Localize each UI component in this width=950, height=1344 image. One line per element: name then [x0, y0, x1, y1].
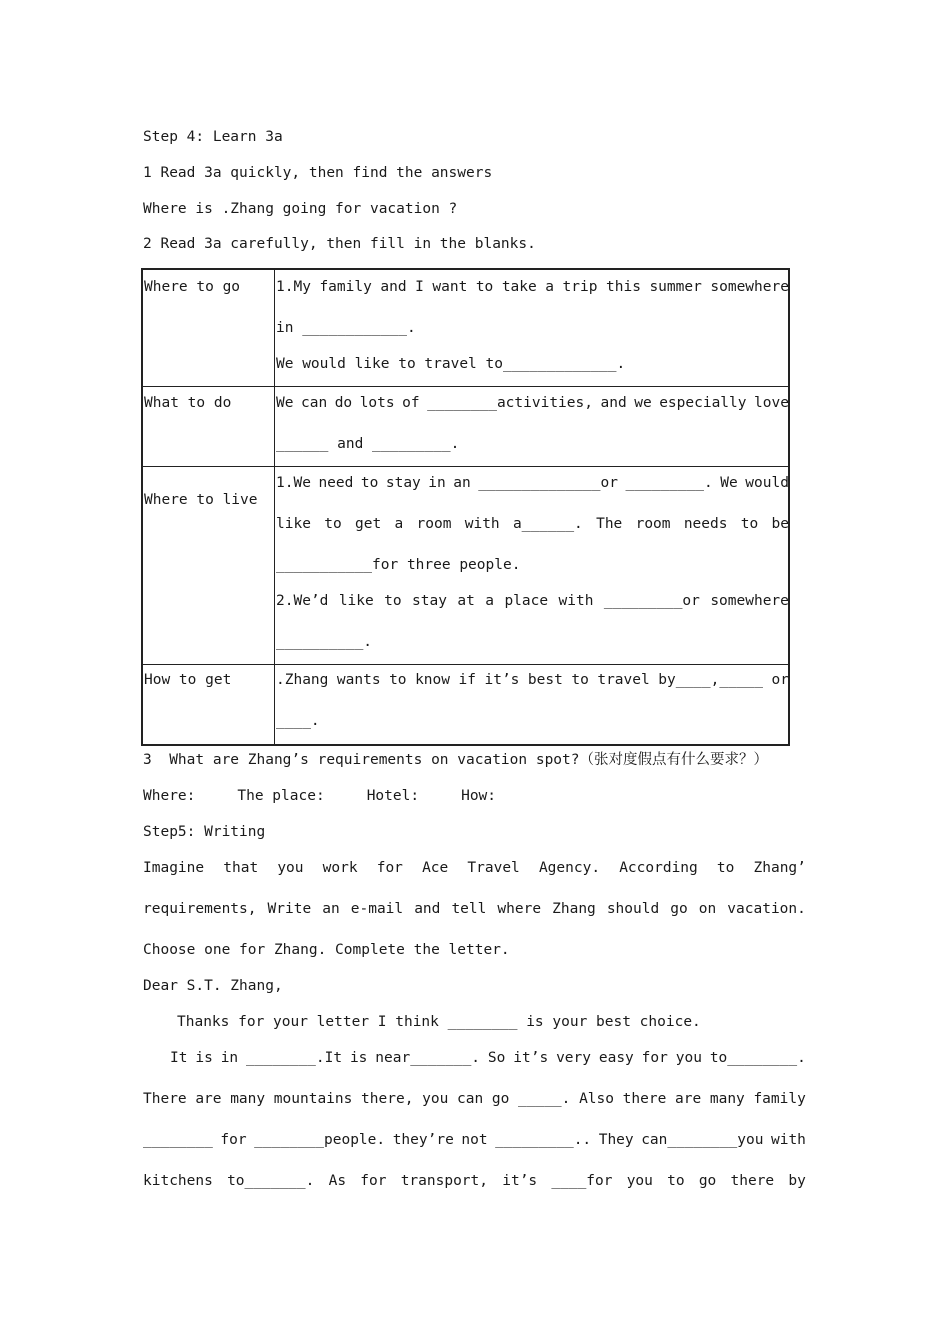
word: for: [220, 1132, 247, 1148]
question-3: 3 What are Zhang’s requirements on vacation spot?（张对度假点有什么要求？）: [143, 752, 768, 768]
word: to_______.: [227, 1173, 315, 1189]
word: room: [416, 515, 452, 532]
word: summer: [649, 279, 702, 295]
row-line: ___________for three people.: [276, 556, 521, 573]
word: very: [556, 1050, 591, 1066]
word: stay: [385, 474, 421, 491]
word: travel: [597, 671, 650, 688]
row-line: [276, 592, 789, 610]
word: for: [376, 860, 403, 876]
row-line: We would like to travel to_____________.: [276, 356, 626, 372]
row-head-where-to-go: Where to go: [144, 279, 241, 295]
q3-labels: Where: The place: Hotel: How:: [143, 788, 497, 804]
word: Zhang’: [753, 860, 806, 876]
word: Travel: [467, 860, 520, 876]
row-line: [276, 278, 789, 296]
word: They: [598, 1132, 634, 1148]
word: Zhang: [552, 901, 596, 917]
word: There: [143, 1091, 187, 1107]
word: Write: [267, 901, 312, 917]
word: I: [415, 279, 424, 295]
word: know: [415, 671, 450, 688]
word: you: [422, 1091, 449, 1107]
word: family: [319, 279, 372, 295]
word: need: [318, 474, 354, 491]
word: love: [754, 394, 789, 411]
word: place: [504, 592, 549, 609]
word: should: [606, 901, 660, 917]
word: stay: [412, 592, 447, 609]
word: .Zhang: [276, 671, 329, 688]
word: tell: [451, 901, 487, 917]
word: to: [571, 671, 589, 688]
word: many: [230, 1091, 266, 1107]
word: to: [360, 474, 379, 491]
word: to: [384, 592, 402, 609]
word: be: [771, 515, 789, 532]
word: there: [622, 1091, 667, 1107]
word: Imagine: [143, 860, 205, 876]
word: Also: [579, 1091, 614, 1107]
word: needs: [683, 515, 728, 532]
word: a______.: [512, 515, 583, 532]
word: a: [545, 279, 555, 295]
word: somewhere: [710, 279, 789, 295]
word: is: [349, 1050, 368, 1066]
word: would: [745, 474, 789, 491]
word: is: [195, 1050, 213, 1066]
word: transport,: [400, 1173, 489, 1189]
word: to: [716, 860, 735, 876]
word: mountains: [273, 1091, 353, 1107]
word: in: [428, 474, 446, 491]
word: can: [300, 394, 328, 411]
row-line: [276, 394, 789, 412]
word: it’s: [484, 671, 520, 688]
word: an: [322, 901, 340, 917]
letter-line: [143, 1090, 806, 1108]
word: by: [788, 1173, 806, 1189]
word: room: [635, 515, 671, 532]
word: get: [354, 515, 382, 532]
word: _________..: [495, 1132, 592, 1148]
word: go: [491, 1091, 510, 1107]
row-line: [276, 515, 789, 533]
word: We: [276, 394, 294, 411]
word: As: [328, 1173, 347, 1189]
writing-para-line: [143, 859, 806, 877]
word: and: [414, 901, 441, 917]
question-3-chinese: 张对度假点有什么要求？）: [594, 752, 768, 768]
word: we: [634, 394, 652, 411]
word: that: [223, 860, 259, 876]
word: and: [600, 394, 627, 411]
word: 1.My: [276, 279, 311, 295]
word: ________people.: [254, 1132, 386, 1148]
word: can: [456, 1091, 484, 1107]
word: Ace: [422, 860, 449, 876]
word: on: [698, 901, 717, 917]
row-line: [276, 474, 789, 492]
word: in: [220, 1050, 239, 1066]
word: to: [667, 1173, 685, 1189]
word: are: [674, 1091, 702, 1107]
word: _________or: [603, 592, 700, 609]
word: According: [619, 860, 698, 876]
row-line: in ____________.: [276, 320, 416, 336]
word: ________: [143, 1132, 213, 1148]
word: by____,_____: [658, 671, 764, 688]
word: _____.: [518, 1091, 571, 1107]
word: The: [596, 515, 623, 532]
writing-para-line: Choose one for Zhang. Complete the letter.: [143, 942, 510, 958]
word: like: [338, 592, 374, 609]
word: like: [276, 515, 311, 532]
word: can________you: [641, 1132, 764, 1148]
word: easy: [598, 1050, 634, 1066]
word: an: [453, 474, 471, 491]
question-1-prompt: Where is .Zhang going for vacation ?: [143, 201, 458, 217]
word: especially: [659, 394, 747, 411]
word: are: [195, 1091, 222, 1107]
word: 1.We: [276, 474, 311, 491]
table-row: [142, 269, 789, 386]
word: It: [170, 1050, 188, 1066]
table-row: [142, 664, 789, 745]
word: and: [380, 279, 407, 295]
word: best: [527, 671, 563, 688]
word: We: [720, 474, 738, 491]
word: _________.: [625, 474, 713, 491]
word: for: [360, 1173, 387, 1189]
word: wants: [336, 671, 381, 688]
word: it’s: [502, 1173, 538, 1189]
word: ________.It: [246, 1050, 343, 1066]
word: there: [730, 1173, 775, 1189]
word: it’s: [513, 1050, 549, 1066]
word: where: [497, 901, 542, 917]
question-1: 1 Read 3a quickly, then find the answers: [143, 165, 493, 181]
table-row: [142, 386, 789, 466]
letter-salutation: Dear S.T. Zhang,: [143, 978, 283, 994]
word: this: [606, 279, 641, 295]
word: to________.: [709, 1050, 806, 1066]
word: go: [698, 1173, 717, 1189]
word: at: [457, 592, 475, 609]
word: take: [501, 279, 537, 295]
writing-para-line: [143, 900, 806, 918]
word: to: [324, 515, 342, 532]
word: of: [402, 394, 420, 411]
word: for: [641, 1050, 668, 1066]
word: do: [334, 394, 353, 411]
word: 2.We’d: [276, 592, 329, 609]
word: ________activities,: [427, 394, 593, 411]
word: work: [322, 860, 358, 876]
word: vacation.: [727, 901, 806, 917]
word: ____for: [551, 1173, 613, 1189]
word: with: [558, 592, 594, 609]
word: So: [487, 1050, 506, 1066]
word: to: [389, 671, 407, 688]
word: a: [485, 592, 495, 609]
word: ______________or: [478, 474, 618, 491]
fill-in-table: [141, 268, 790, 746]
word: if: [458, 671, 476, 688]
word: you: [626, 1173, 653, 1189]
word: somewhere: [710, 592, 789, 609]
row-line: __________.: [276, 633, 373, 650]
word: kitchens: [143, 1173, 213, 1189]
word: near_______.: [375, 1050, 481, 1066]
word: go: [670, 901, 688, 917]
row-head-what-to-do: What to do: [144, 394, 232, 411]
word: not: [461, 1132, 488, 1148]
word: trip: [562, 279, 598, 295]
word: they’re: [392, 1132, 454, 1148]
word: lots: [359, 394, 395, 411]
letter-line: [143, 1172, 806, 1190]
word: with: [770, 1132, 806, 1148]
word: you: [277, 860, 304, 876]
word: Agency.: [538, 860, 601, 876]
letter-line: Thanks for your letter I think ________ is your best choice.: [177, 1014, 701, 1030]
row-line: ______ and _________.: [276, 435, 460, 452]
word: to: [740, 515, 759, 532]
letter-line: [170, 1049, 806, 1067]
row-head-how-to-get: How to get: [144, 671, 232, 688]
word: or: [771, 671, 789, 688]
row-line: [276, 671, 789, 689]
word: many: [709, 1091, 745, 1107]
word: family: [753, 1091, 806, 1107]
row-head-where-to-live: Where to live: [144, 491, 258, 508]
word: e-mail: [350, 901, 404, 917]
word: there,: [361, 1091, 414, 1107]
step5-heading: Step5: Writing: [143, 824, 266, 840]
letter-line: [143, 1131, 806, 1149]
row-line: ____.: [276, 712, 320, 729]
word: with: [464, 515, 500, 532]
word: requirements,: [143, 901, 257, 917]
word: to: [475, 279, 494, 295]
step4-heading: Step 4: Learn 3a: [143, 129, 283, 145]
word: a: [394, 515, 404, 532]
table-row: [142, 466, 789, 664]
question-2: 2 Read 3a carefully, then fill in the blanks.: [143, 236, 536, 252]
word: you: [675, 1050, 702, 1066]
word: want: [432, 279, 468, 295]
